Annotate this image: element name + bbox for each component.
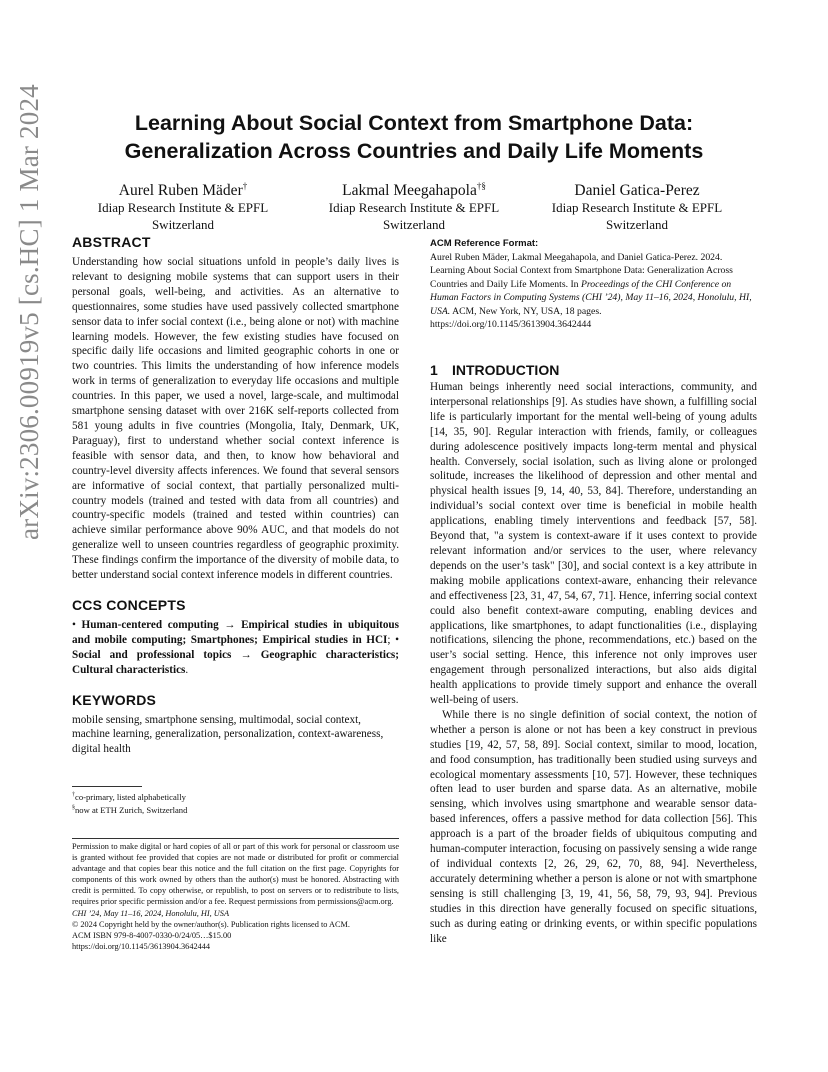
keywords-text: mobile sensing, smartphone sensing, multimodal, social context, machine learning, generalization, personalization, context-awareness, digital health	[72, 713, 384, 756]
arxiv-identifier: arXiv:2306.00919v5 [cs.HC] 1 Mar 2024	[14, 84, 44, 540]
author-country: Switzerland	[151, 216, 215, 232]
ccs-separator: ;	[387, 633, 396, 646]
footnote-1	[72, 790, 399, 803]
footnote-text: co-primary, listed alphabetically	[75, 791, 186, 802]
acm-reference-part: ACM, New York, NY, USA, 18 pages. https://doi.org/10.1145/3613904.3642444	[430, 305, 602, 331]
acm-reference-venue: Proceedings of the CHI Conference on Human Factors in Computing Systems (CHI ’24), May 11–16, 2024, Honolulu, HI, USA.	[430, 278, 752, 317]
keywords-heading: KEYWORDS	[72, 691, 157, 708]
author-mark: †	[242, 181, 248, 191]
introduction-paragraph-1: Human beings inherently need social interactions, community, and interpersonal relationships [9]. As studies have shown, a fulfilling social life is particularly important for the mental well-being of young adults [14, 35, 90]. Regular interaction with friends, family, or colleagues during adolescence positively impacts long-term mental and physical health. Conversely, social isolation, such as living alone or prolonged solitude, increases the likelihood of depression and other mental and physical health issues [9, 14, 40, 53, 84]. Therefore, understanding an individual’s social context over time is beneficial in mobile health applications, enabling timely interventions and feedback [57, 58]. Beyond that, "a system is context-aware if it uses context to provide relevant information and/or services to the user, where relevancy depends on the user’s task" [30], and social context is a key attribute in making mobile applications context-aware, enhancing their relevance and effectiveness [23, 31, 47, 54, 67, 71]. Hence, inferring social context could also benefit context-aware computing, enabling devices and applications, like smartphones, to adapt functionalities (i.e., displaying notifications, silencing the phone, recommendations, etc.) based on the user’s social setting. Hence, this inference not only improves user engagement through personalized interactions, but also aids digital health applications to provide timely support and enhance the overall well-being of users.	[430, 381, 757, 707]
author-block-3	[526, 177, 748, 233]
acm-reference-heading: ACM Reference Format:	[430, 238, 539, 249]
introduction-heading	[430, 362, 559, 378]
title-line-1: Learning About Social Context from Smartphone Data:	[134, 111, 694, 135]
author-affiliation: Idiap Research Institute & EPFL	[97, 200, 269, 216]
section-number: 1	[430, 362, 438, 378]
ccs-text	[72, 618, 399, 678]
ccs-end: .	[185, 663, 189, 676]
author-mark: †§	[476, 181, 486, 191]
author-name: Daniel Gatica-Perez	[574, 182, 700, 200]
doi-link[interactable]: https://doi.org/10.1145/3613904.3642444	[72, 941, 211, 951]
acm-reference-part: Aurel Ruben Mäder, Lakmal Meegahapola, and Daniel Gatica-Perez. 2024. Learning About Social Context from Smartphone Data: Generalization Across Countries and Daily Life Moments. In	[430, 252, 733, 290]
introduction-body	[430, 380, 757, 946]
author-affiliation: Idiap Research Institute & EPFL	[328, 200, 500, 216]
permission-notice	[72, 838, 399, 952]
ccs-heading: CCS CONCEPTS	[72, 596, 186, 613]
introduction-paragraph-2: While there is no single definition of social context, the notion of whether a person is alone or not has been a key construct in previous studies [19, 42, 57, 58, 89]. Social context, similar to mood, location, and food consumption, has traditionally been studied using surveys and ecological momentary assessments [10, 57]. However, these techniques often lead to user burden and sparse data. As an alternative, mobile sensing, which involves using smartphone and wearable sensor data-based inferences, offers a passive method for data collection [56]. This approach is a part of the broader fields of ubiquitous computing and human-computer interaction, focusing on passively sensing a wide range of individual contexts [2, 26, 29, 62, 70, 88, 94]. Nevertheless, accurately determining whether a person is alone or not with smartphone sensing is still challenging [3, 19, 41, 56, 58, 79, 93, 94]. Previous studies in this direction have generally focused on specific situations, such as during eating or drinking events, or within specific populations like	[430, 708, 757, 945]
author-country: Switzerland	[382, 216, 446, 232]
left-column	[72, 234, 399, 757]
ccs-item-2: Social and professional topics → Geographic characteristics; Cultural characteristics	[72, 648, 399, 676]
ccs-item-1: Human-centered computing → Empirical studies in ubiquitous and mobile computing; Smartphones; Empirical studies in HCI	[72, 618, 400, 646]
footnote-text: now at ETH Zurich, Switzerland	[75, 804, 188, 815]
footnotes	[72, 790, 399, 816]
acm-reference-text	[430, 251, 757, 331]
author-affiliation: Idiap Research Institute & EPFL	[551, 200, 723, 216]
abstract-text: Understanding how social situations unfold in people’s daily lives is relevant to designing mobile systems that can support users in their personal goals, well-being, and activities. As an alternative to questionnaires, some studies have used passively collected smartphone sensor data to infer social context (i.e., being alone or not) with machine learning models. However, the few existing studies have focused on specific daily life occasions and limited geographic cohorts in one or two countries. This limits the understanding of how inference models work in terms of generalization to everyday life occasions and multiple countries. In this paper, we used a novel, large-scale, and multimodal smartphone sensing dataset with over 216K self-reports collected from 581 young adults in five countries (Mongolia, Italy, Denmark, UK, Paraguay), first to understand whether social context inference is feasible with sensor data, and then, to know how behavioral and country-level diversity affects inferences. We found that several sensors are informative of social context, that partially personalized multi-country models (trained and tested with data from all countries) and country-specific models (trained and tested within countries) can achieve similar performance above 90% AUC, and that models do not generalize well to unseen countries regardless of geographic proximity. These findings confirm the importance of the diversity of mobile data, to better understand social context inference models in different countries.	[72, 256, 399, 582]
conference-line: CHI ’24, May 11–16, 2024, Honolulu, HI, USA	[72, 908, 230, 918]
footnote-mark: §	[72, 805, 75, 812]
ccs-bullet: •	[72, 618, 82, 631]
section-title: INTRODUCTION	[452, 362, 560, 378]
abstract-heading: ABSTRACT	[72, 234, 151, 250]
title-line-2: Generalization Across Countries and Daily Life Moments	[124, 139, 704, 163]
paper-title	[72, 109, 756, 165]
author-block-1	[72, 177, 294, 233]
permission-divider	[72, 838, 399, 839]
author-block-2	[303, 177, 525, 233]
copyright-line: © 2024 Copyright held by the owner/author(s). Publication rights licensed to ACM.	[72, 919, 350, 929]
isbn-line: ACM ISBN 979-8-4007-0330-0/24/05…$15.00	[72, 930, 232, 940]
footnote-2	[72, 803, 399, 816]
ccs-bullet: •	[395, 633, 400, 646]
permission-text: Permission to make digital or hard copies of all or part of this work for personal or classroom use is granted without fee provided that copies are not made or distributed for profit or commercial advantage and that copies bear this notice and the full citation on the first page. Copyrights for components of this work owned by others than the author(s) must be honored. Abstracting with credit is permitted. To copy otherwise, or republish, to post on servers or to redistribute to lists, requires prior specific permission and/or a fee. Request permissions from permissions@acm.org.	[72, 842, 399, 907]
author-name: Lakmal Meegahapola	[342, 182, 477, 200]
acm-reference	[430, 238, 757, 331]
author-country: Switzerland	[605, 216, 669, 232]
footnote-divider	[72, 786, 142, 787]
author-name: Aurel Ruben Mäder	[118, 182, 243, 200]
footnote-mark: †	[72, 792, 75, 798]
